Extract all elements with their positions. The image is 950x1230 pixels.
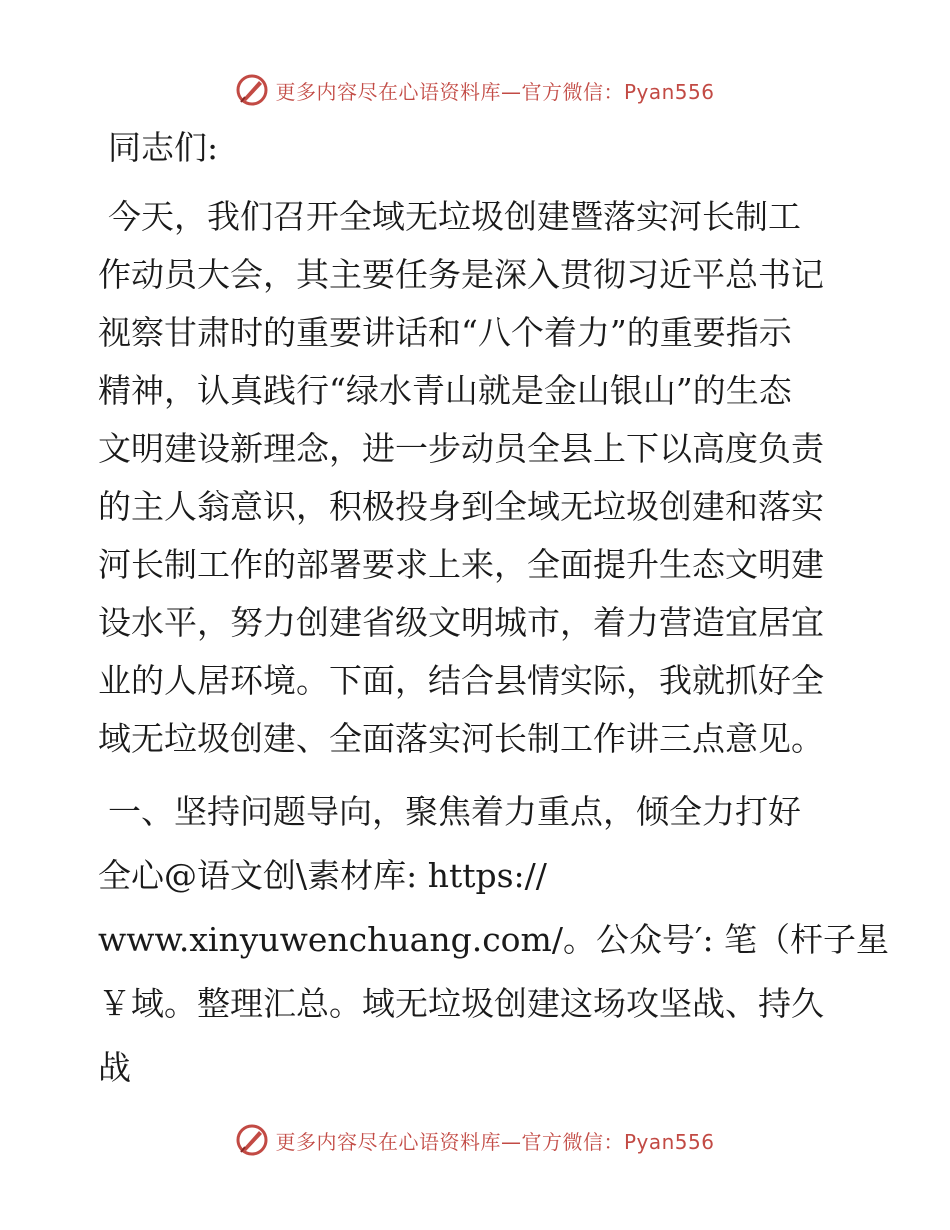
text-line: 的主人翁意识，积极投身到全域无垃圾创建和落实 [98,487,824,526]
text-line: www.xinyuwenchuang.com/。公众号′: 笔（杆子星 [98,920,890,959]
greeting: 同志们: [108,128,219,167]
footer-banner [0,1120,950,1160]
text-line: 域无垃圾创建、全面落实河长制工作讲三点意见。 [98,719,824,758]
text-line: 设水平，努力创建省级文明城市，着力营造宜居宜 [98,603,824,642]
header-banner [0,70,950,110]
quill-pen-logo-icon [235,1123,269,1157]
text-line: 视察甘肃时的重要讲话和“八个着力”的重要指示 [98,313,792,352]
text-line: 今天，我们召开全域无垃圾创建暨落实河长制工 [108,197,801,236]
text-line: 作动员大会，其主要任务是深入贯彻习近平总书记 [98,255,824,294]
footer-banner-text: 更多内容尽在心语资料库—官方微信：Pyan556 [275,1129,715,1154]
text-line: 全心@语文创\素材库: https:// [98,856,547,895]
text-line: 文明建设新理念，进一步动员全县上下以高度负责 [98,429,824,468]
text-line: 河长制工作的部署要求上来，全面提升生态文明建 [98,545,824,584]
text-line: 战 [98,1048,131,1087]
quill-pen-logo-icon [235,73,269,107]
paragraph-section-one [98,780,890,1100]
text-line: 精神，认真践行“绿水青山就是金山银山”的生态 [98,371,792,410]
text-line: ￥域。整理汇总。域无垃圾创建这场攻坚战、持久 [98,984,824,1023]
text-line: 一、坚持问题导向，聚焦着力重点，倾全力打好 [108,792,801,831]
header-banner-text: 更多内容尽在心语资料库—官方微信：Pyan556 [275,79,715,104]
text-line: 业的人居环境。下面，结合县情实际，我就抓好全 [98,661,824,700]
document-body [98,118,890,1112]
paragraph-intro [98,188,858,768]
